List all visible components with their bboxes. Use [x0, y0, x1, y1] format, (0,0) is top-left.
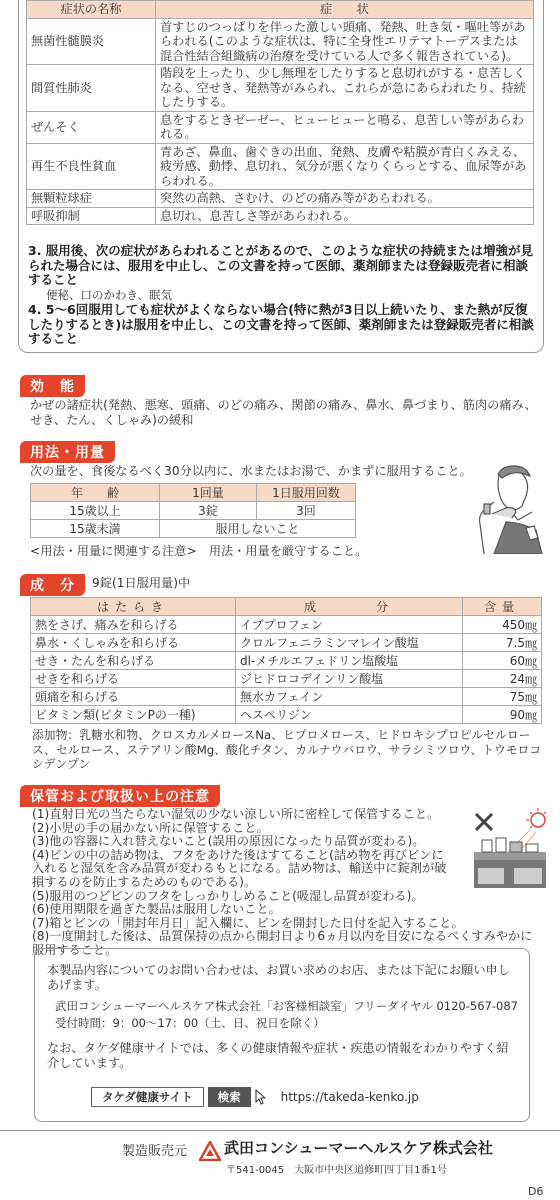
sun-icon [526, 808, 546, 828]
storage-header: 保管および取扱い上の注意 [20, 785, 220, 807]
ingredients-subtitle: 9錠(1日服用量)中 [92, 576, 191, 590]
ingredient-name: クロルフェニラミンマレイン酸塩 [236, 634, 463, 652]
ingredient-name: ヘスペリジン [236, 706, 463, 724]
ingredient-amount: 24㎎ [463, 670, 542, 688]
ingredient-name: 無水カフェイン [236, 688, 463, 706]
company-logo-icon [199, 1141, 221, 1161]
site-search-field[interactable]: タケダ健康サイト [91, 1087, 204, 1107]
ingredient-effect: ビタミン類(ビタミンPの一種) [31, 706, 236, 724]
dosage-amount: 服用しないこと [160, 520, 356, 538]
symptom-header-name: 症状の名称 [27, 1, 156, 19]
page-code: D6 [528, 1185, 544, 1198]
table-row [27, 190, 534, 208]
ingredient-effect: せきを和らげる [31, 670, 236, 688]
ingredient-amount: 450㎎ [463, 616, 542, 634]
footer [0, 1130, 560, 1131]
symptom-name: ぜんそく [27, 111, 156, 143]
list-item: (4)ビンの中の詰め物は、フタをあけた後はすてること(詰め物を再びビンに入れると湿気を含み品質が変わるもとになる。詰め物は、輸送中に錠剤が破損するのを防止するためのものである)。 [32, 847, 447, 889]
symptom-name: 無菌性髄膜炎 [27, 18, 156, 65]
list-item: (8)一度開封した後は、品質保持の点から開封日より6ヵ月以内を目安になるべくすみやかに服用すること。 [32, 929, 533, 957]
contact-hours: 受付時間：9：00～17：00（土、日、祝日を除く） [55, 1016, 325, 1030]
storage-list [32, 808, 542, 958]
site-url[interactable]: https://takeda-kenko.jp [280, 1090, 419, 1104]
table-row [31, 634, 542, 652]
symptom-name: 無顆粒球症 [27, 190, 156, 208]
ingredients-header-amount: 含量 [463, 598, 542, 616]
ingredient-effect: せき・たんを和らげる [31, 652, 236, 670]
dosage-header-age: 年 齢 [31, 484, 160, 502]
table-row [31, 652, 542, 670]
table-row [31, 670, 542, 688]
ingredient-name: dl-メチルエフェドリン塩酸塩 [236, 652, 463, 670]
symptom-desc: 階段を上ったり、少し無理をしたりすると息切れがする・息苦しくなる、空せき、発熱等がみられ、これらが急にあらわれたり、持続したりする。 [156, 65, 534, 112]
ingredient-name: イブプロフェン [236, 616, 463, 634]
search-button[interactable]: 検索 [208, 1087, 251, 1107]
person-drinking-illustration [470, 462, 546, 554]
ingredients-header-component: 成 分 [236, 598, 463, 616]
symptom-name: 再生不良性貧血 [27, 143, 156, 190]
footer-address: 〒541-0045 大阪市中央区道修町四丁目1番1号 [226, 1165, 447, 1176]
symptom-desc: 首すじのつっぱりを伴った激しい頭痛、発熱、吐き気・嘔吐等があらわれる(このような症状は、特に全身性エリテマトーデスまたは混合性結合組織病の治療を受けている人で多く報告されている)。 [156, 18, 534, 65]
list-item: (2)小児の手の届かない所に保管すること。 [32, 820, 269, 835]
table-row [31, 502, 356, 520]
symptom-desc: 青あざ、鼻血、歯ぐきの出血、発熱、皮膚や粘膜が青白くみえる、疲労感、動悸、息切れ、気分が悪くなりくらっとする、血尿等があらわれる。 [156, 143, 534, 190]
table-row [31, 688, 542, 706]
note-4 [28, 303, 538, 347]
cursor-icon [255, 1089, 267, 1105]
list-item: (5)服用のつどビンのフタをしっかりしめること(吸湿し品質が変わる)。 [32, 888, 424, 903]
seller-label: 製造販売元 [122, 1144, 188, 1159]
note-3-sub: 便秘、口のかわき、眠気 [46, 287, 173, 302]
ingredient-effect: 熱をさげ、痛みを和らげる [31, 616, 236, 634]
ingredient-amount: 60㎎ [463, 652, 542, 670]
additives-text: 添加物：乳糖水和物、クロスカルメロースNa、ヒプロメロース、ヒドロキシプロピルセルロース、セルロース、ステアリン酸Mg、酸化チタン、カルナウバロウ、サラシミツロウ、トウモロコシデンプン [32, 728, 542, 771]
contact-box [34, 948, 530, 1122]
list-item: (3)他の容器に入れ替えないこと(誤用の原因になったり品質が変わる)。 [32, 834, 425, 849]
table-row [31, 616, 542, 634]
table-row [27, 111, 534, 143]
table-row [27, 18, 534, 65]
ingredients-header-effect: はたらき [31, 598, 236, 616]
contact-company-line: 武田コンシューマーヘルスケア株式会社「お客様相談室」フリーダイヤル 0120-567-087 [55, 999, 518, 1013]
ingredient-effect: 頭痛を和らげる [31, 688, 236, 706]
symptom-name: 間質性肺炎 [27, 65, 156, 112]
ingredient-amount: 75㎎ [463, 688, 542, 706]
dosage-header: 用法・用量 [20, 441, 115, 463]
do-not-store-in-sunlight-illustration [470, 806, 550, 890]
table-row [27, 65, 534, 112]
dosage-age: 15歳以上 [31, 502, 160, 520]
table-row [31, 706, 542, 724]
dosage-table [30, 483, 356, 538]
dosage-header-times: 1日服用回数 [257, 484, 356, 502]
note-3 [28, 244, 538, 302]
dosage-header-dose: 1回量 [160, 484, 257, 502]
list-item: (6)使用期限を過ぎた製品は服用しないこと。 [32, 902, 281, 917]
ingredient-name: ジヒドロコデインリン酸塩 [236, 670, 463, 688]
footer-company: 武田コンシューマーヘルスケア株式会社 [224, 1139, 493, 1157]
ingredient-amount: 7.5㎎ [463, 634, 542, 652]
note-3-text: 3. 服用後、次の症状があらわれることがあるので、このような症状の持続または増強が見られた場合には、服用を中止し、この文書を持って医師、薬剤師または登録販売者に相談すること [28, 243, 534, 287]
contact-site-text: なお、タケダ健康サイトでは、多くの健康情報や症状・疾患の情報をわかりやすく紹介しています。 [47, 1041, 509, 1070]
dosage-age: 15歳未満 [31, 520, 160, 538]
table-row [27, 207, 534, 225]
symptom-desc: 突然の高熱、さむけ、のどの痛み等があらわれる。 [156, 190, 534, 208]
table-row [27, 143, 534, 190]
ingredients-header: 成 分 [20, 574, 85, 596]
note-4-text: 4. 5～6回服用しても症状がよくならない場合(特に熱が3日以上続いたり、また熱が反復したりするとき)は服用を中止し、この文書を持って医師、薬剤師または登録販売者に相談すること [28, 302, 534, 346]
ingredients-table [30, 597, 542, 724]
site-search-bar [91, 1087, 419, 1107]
symptom-desc: 息切れ、息苦しさ等があらわれる。 [156, 207, 534, 225]
list-item: (1)直射日光の当たらない湿気の少ない涼しい所に密栓して保管すること。 [32, 807, 440, 821]
symptom-desc: 息をするときゼーゼー、ヒューヒューと鳴る、息苦しい等があらわれる。 [156, 111, 534, 143]
dosage-times: 3回 [257, 502, 356, 520]
dosage-note: <用法・用量に関連する注意> 用法・用量を厳守すること。 [30, 544, 368, 558]
ingredient-amount: 90㎎ [463, 706, 542, 724]
contact-intro: 本製品内容についてのお問い合わせは、お買い求めのお店、または下記にお願い申しあげます。 [47, 963, 510, 992]
efficacy-header: 効 能 [20, 375, 85, 397]
symptom-table [26, 0, 534, 225]
dosage-amount: 3錠 [160, 502, 257, 520]
table-row [31, 520, 356, 538]
symptom-header-desc: 症 状 [156, 1, 534, 19]
dosage-intro: 次の量を、食後なるべく30分以内に、水またはお湯で、かまずに服用すること。 [30, 464, 472, 478]
ingredient-effect: 鼻水・くしゃみを和らげる [31, 634, 236, 652]
list-item: (7)箱とビンの「開封年月日」記入欄に、ビンを開封した日付を記入すること。 [32, 915, 464, 930]
efficacy-text: かぜの諸症状(発熱、悪寒、頭痛、のどの痛み、関節の痛み、鼻水、鼻づまり、筋肉の痛み、せき、たん、くしゃみ)の緩和 [30, 398, 537, 427]
symptom-name: 呼吸抑制 [27, 207, 156, 225]
